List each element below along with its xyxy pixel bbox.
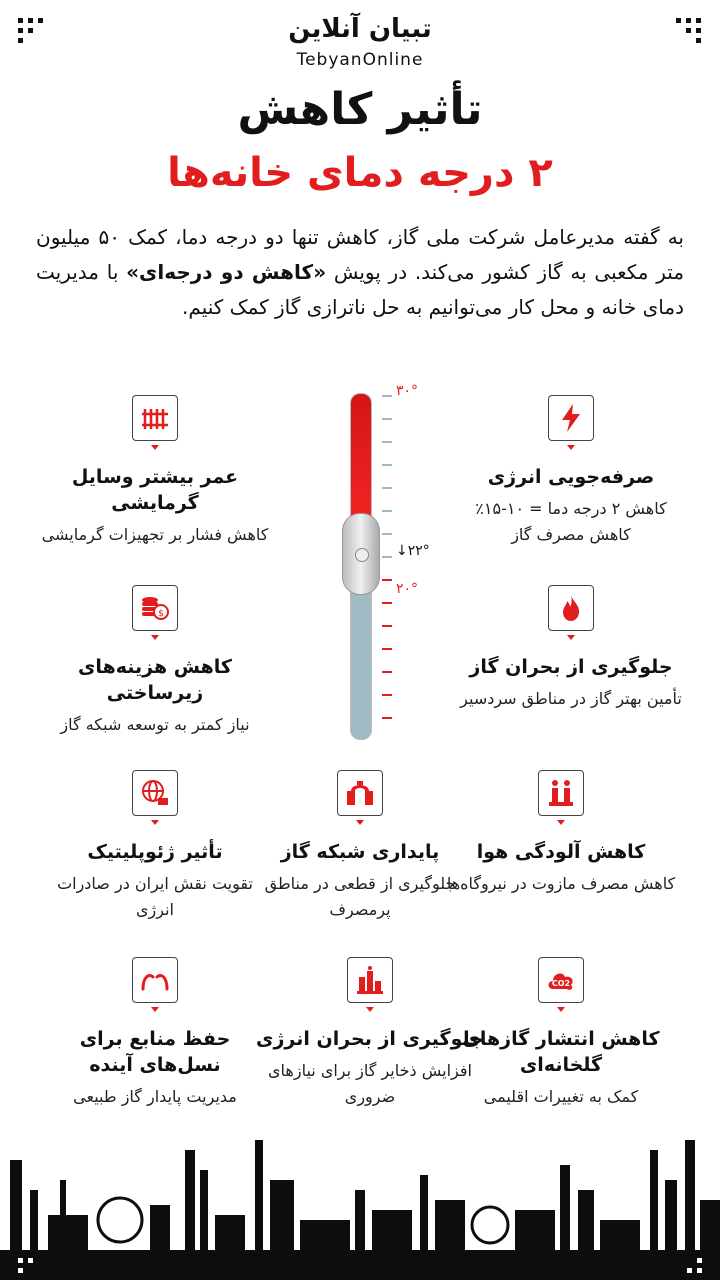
thermometer-tick: [382, 602, 392, 604]
intro-part1: به گفته مدیرعامل شرکت ملی گاز، کاهش تنها دو درجه دما، کمک ۵۰ میلیون متر مکعبی به گاز کشور می‌کند. در پویش: [36, 225, 685, 284]
thermometer-tick: [382, 648, 392, 650]
thermometer-tick: [382, 625, 392, 627]
card-title: کاهش آلودگی هوا: [476, 841, 646, 863]
thermometer-tick: [382, 671, 392, 673]
card-title: کاهش انتشار گازهای گلخانه‌ای: [462, 1028, 660, 1076]
intro-paragraph: [36, 220, 684, 325]
card-desc: مدیریت پایدار گاز طبیعی: [73, 1087, 237, 1106]
svg-text:$: $: [158, 609, 164, 619]
card-energy-saving: [456, 395, 686, 548]
card-energy-crisis: [255, 957, 485, 1110]
thermometer-tick: [382, 556, 392, 558]
logo-persian: تبیان آنلاین: [288, 14, 432, 44]
card-title: حفظ منابع برای نسل‌های آینده: [79, 1028, 231, 1076]
card-air-pollution: [446, 770, 676, 897]
thermometer-tick: [382, 533, 392, 535]
label-30: ۳۰°: [396, 383, 419, 399]
thermometer-tick: [382, 487, 392, 489]
label-20: ۲۰°: [396, 581, 419, 597]
card-title: صرفه‌جویی انرژی: [487, 466, 655, 488]
thermometer-tick: [382, 694, 392, 696]
logo-english: TebyanOnline: [296, 50, 424, 70]
coins-icon: [132, 585, 178, 631]
card-title: عمر بیشتر وسایل گرمایشی: [71, 466, 239, 514]
thermometer-tick: [382, 717, 392, 719]
card-desc: تقویت نقش ایران در صادرات انرژی: [57, 874, 253, 919]
thermometer-tick: [382, 418, 392, 420]
campaign-name: «کاهش دو درجه‌ای»: [126, 260, 327, 284]
thermometer-tick: [382, 579, 392, 581]
page-title: تأثیر کاهش: [237, 84, 483, 135]
intro-part2: با مدیریت دمای خانه و محل کار می‌توانیم به حل ناترازی گاز کمک کنیم.: [36, 260, 684, 319]
page-subtitle: ۲ درجه دمای خانه‌ها: [167, 150, 553, 196]
thermometer-tick: [382, 510, 392, 512]
label-22: ↓۲۲°: [396, 543, 430, 559]
card-desc: کمک به تغییرات اقلیمی: [483, 1087, 639, 1106]
card-title: جلوگیری از بحران انرژی: [256, 1028, 484, 1050]
card-heater-life: [40, 395, 270, 548]
card-geopolitics: [40, 770, 270, 923]
lightning-icon: [548, 395, 594, 441]
card-title: جلوگیری از بحران گاز: [469, 656, 673, 678]
radiator-icon: [132, 395, 178, 441]
card-title: کاهش هزینه‌های زیرساختی: [78, 656, 232, 704]
thermometer-tick: [382, 395, 392, 397]
card-title: تأثیر ژئوپلیتیک: [87, 841, 223, 863]
card-desc: کاهش فشار بر تجهیزات گرمایشی: [41, 525, 269, 544]
flame-icon: [548, 585, 594, 631]
card-future-resources: [40, 957, 270, 1110]
card-desc: افزایش ذخایر گاز برای نیازهای ضروری: [268, 1061, 472, 1106]
card-desc: کاهش مصرف مازوت در نیروگاه‌ها: [446, 874, 676, 893]
globe-icon: [132, 770, 178, 816]
thermometer-tick: [382, 441, 392, 443]
co2-icon: [538, 957, 584, 1003]
card-desc: جلوگیری از قطعی در مناطق پرمصرف: [264, 874, 456, 919]
svg-text:CO2: CO2: [551, 979, 571, 988]
thermometer: [330, 385, 440, 745]
card-desc: نیاز کمتر به توسعه شبکه گاز: [60, 715, 250, 734]
card-desc: تأمین بهتر گاز در مناطق سردسیر: [460, 689, 682, 708]
thermometer-knob: [342, 513, 380, 595]
pipeline-icon: [337, 770, 383, 816]
hands-icon: [132, 957, 178, 1003]
card-network-stability: [245, 770, 475, 923]
gas-plant-icon: [347, 957, 393, 1003]
industrial-skyline-silhouette: [0, 1120, 720, 1280]
card-desc: کاهش ۲ درجه دما = ۱۰-۱۵٪ کاهش مصرف گاز: [475, 499, 667, 544]
card-title: پایداری شبکه گاز: [280, 841, 440, 863]
card-gas-crisis: [456, 585, 686, 712]
thermometer-tick: [382, 464, 392, 466]
factory-icon: [538, 770, 584, 816]
card-infra-cost: [40, 585, 270, 738]
